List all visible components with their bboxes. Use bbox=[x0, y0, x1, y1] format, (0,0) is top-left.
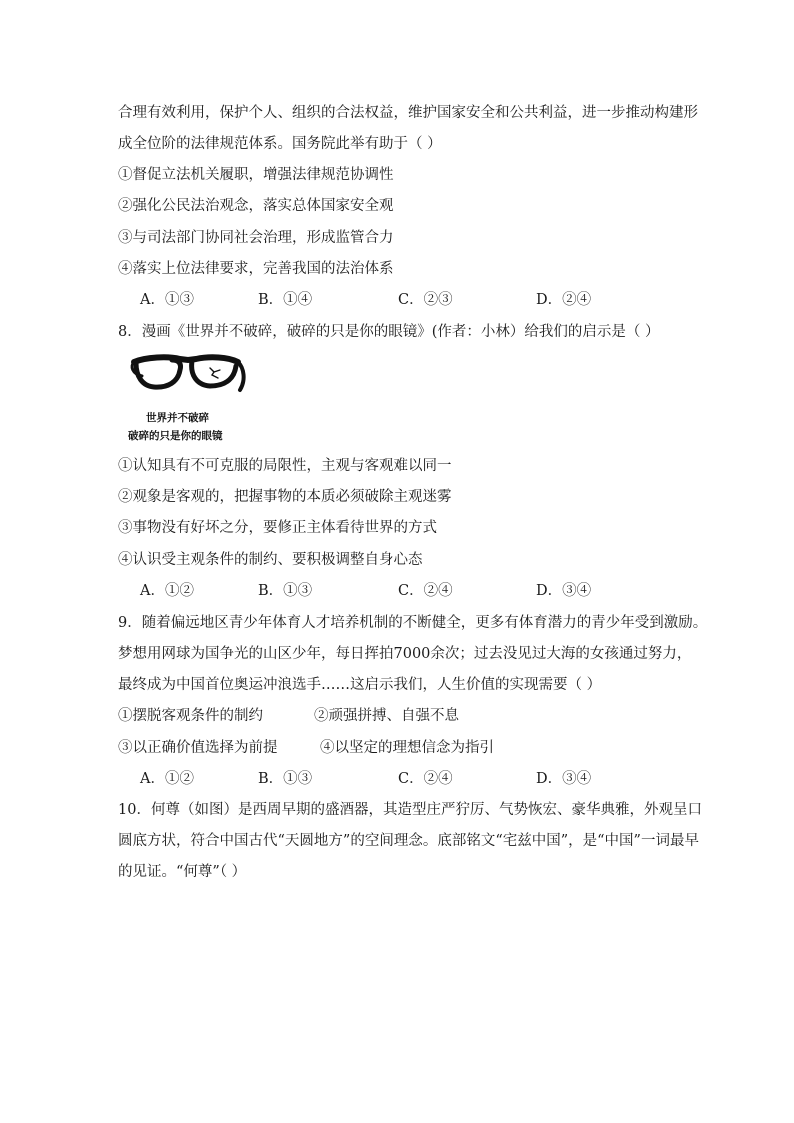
q9-stem-line-3: 最终成为中国首位奥运冲浪选手……这启示我们，人生价值的实现需要（ ） bbox=[118, 677, 602, 693]
q9-option-a[interactable]: A．①② bbox=[140, 771, 194, 787]
q8-stem: 8．漫画《世界并不破碎，破碎的只是你的眼镜》(作者：小林）给我们的启示是（ ） bbox=[118, 324, 660, 340]
q8-cartoon bbox=[128, 348, 248, 444]
q7-option-b[interactable]: B．①④ bbox=[258, 292, 313, 308]
q8-option-d[interactable]: D．③④ bbox=[536, 583, 592, 599]
q7-item-2: ②强化公民法治观念，落实总体国家安全观 bbox=[118, 198, 394, 214]
q10-stem-line-1: 10．何尊（如图）是西周早期的盛酒器，其造型庄严狞厉、气势恢宏、豪华典雅，外观呈口 bbox=[118, 802, 702, 818]
q7-stem-line-1: 合理有效利用，保护个人、组织的合法权益，维护国家安全和公共利益，进一步推动构建形 bbox=[118, 105, 698, 121]
q8-option-a[interactable]: A．①② bbox=[140, 583, 194, 599]
q7-option-c[interactable]: C．②③ bbox=[398, 292, 453, 308]
q7-item-4: ④落实上位法律要求，完善我国的法治体系 bbox=[118, 261, 394, 277]
q9-stem-line-1: 9．随着偏远地区青少年体育人才培养机制的不断健全，更多有体育潜力的青少年受到激励。 bbox=[118, 615, 708, 631]
q7-option-d[interactable]: D．②④ bbox=[536, 292, 592, 308]
q8-option-c[interactable]: C．②④ bbox=[398, 583, 453, 599]
q7-item-3: ③与司法部门协同社会治理，形成监管合力 bbox=[118, 230, 394, 246]
broken-glasses-icon bbox=[128, 348, 248, 398]
q9-item-3: ③以正确价值选择为前提 bbox=[118, 740, 278, 756]
q9-option-d[interactable]: D．③④ bbox=[536, 771, 592, 787]
q8-item-4: ④认识受主观条件的制约、要积极调整自身心态 bbox=[118, 552, 423, 568]
q8-cartoon-caption-line-1: 世界并不破碎 bbox=[146, 412, 209, 424]
q10-stem-line-3: 的见证。“何尊”（ ） bbox=[118, 864, 247, 880]
q10-stem-line-2: 圆底方状，符合中国古代“天圆地方”的空间理念。底部铭文“宅兹中国”，是“中国”一词最早 bbox=[118, 833, 699, 849]
q9-option-b[interactable]: B．①③ bbox=[258, 771, 313, 787]
q7-option-a[interactable]: A．①③ bbox=[140, 292, 194, 308]
q9-item-2: ②顽强拼搏、自强不息 bbox=[314, 708, 459, 724]
q8-item-3: ③事物没有好坏之分，要修正主体看待世界的方式 bbox=[118, 520, 437, 536]
q8-cartoon-caption-line-2: 破碎的只是你的眼镜 bbox=[128, 430, 223, 442]
q8-item-2: ②观象是客观的，把握事物的本质必须破除主观迷雾 bbox=[118, 489, 452, 505]
q7-stem-line-2: 成全位阶的法律规范体系。国务院此举有助于（ ） bbox=[118, 136, 442, 152]
q9-item-4: ④以坚定的理想信念为指引 bbox=[320, 740, 494, 756]
q9-stem-line-2: 梦想用网球为国争光的山区少年，每日挥拍7000余次；过去没见过大海的女孩通过努力， bbox=[118, 646, 692, 662]
q8-option-b[interactable]: B．①③ bbox=[258, 583, 313, 599]
q8-item-1: ①认知具有不可克服的局限性，主观与客观难以同一 bbox=[118, 458, 452, 474]
q7-item-1: ①督促立法机关履职，增强法律规范协调性 bbox=[118, 167, 394, 183]
q9-option-c[interactable]: C．②④ bbox=[398, 771, 453, 787]
q9-item-1: ①摆脱客观条件的制约 bbox=[118, 708, 263, 724]
